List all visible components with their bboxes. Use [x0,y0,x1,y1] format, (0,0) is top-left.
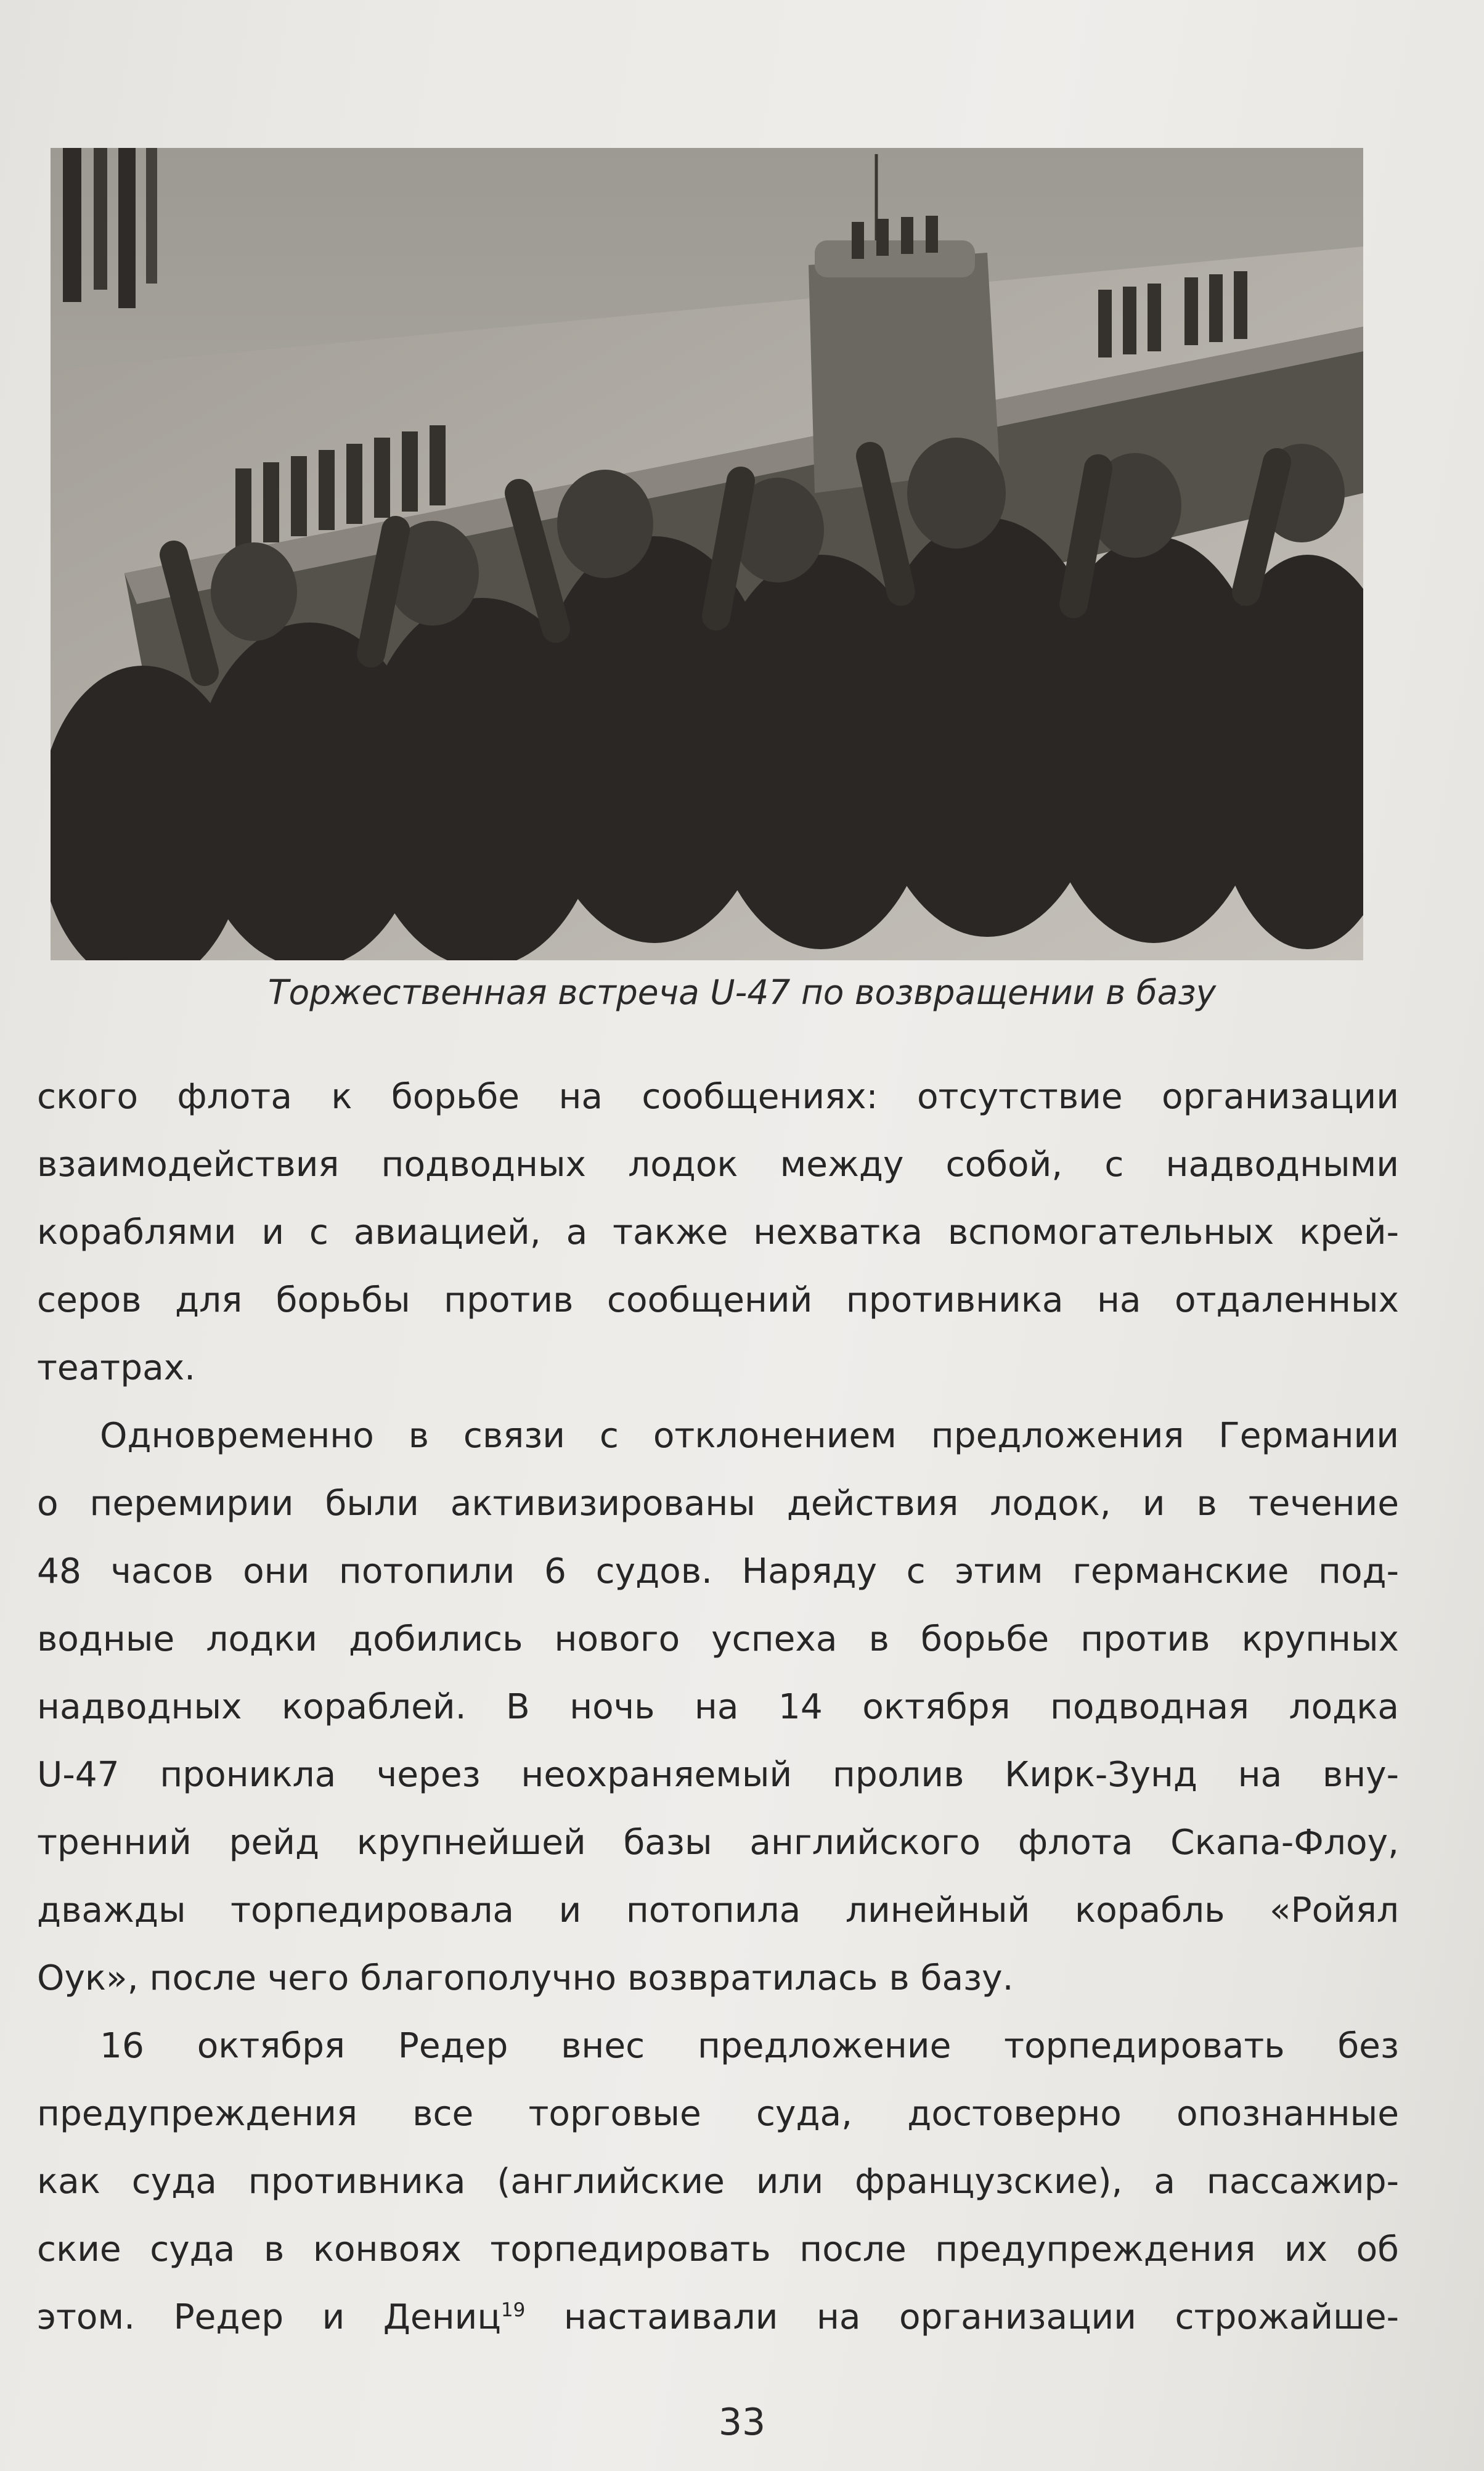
text-line: ского флота к борьбе на сообщениях: отсутствие организации [37,1077,1399,1117]
text-line: надводных кораблей. В ночь на 14 октября подводная лодка [37,1687,1399,1727]
text-line: взаимодействия подводных лодок между собой, с надводными [37,1145,1399,1185]
text-line [37,2284,1399,2351]
page-number: 33 [718,2401,766,2444]
text-line: о перемирии были активизированы действия лодок, и в течение [37,1484,1399,1524]
text-line: тренний рейд крупнейшей базы английского флота Скапа-Флоу, [37,1823,1399,1863]
text-segment: этом. Редер и Дениц [37,2297,501,2337]
text-line: водные лодки добились нового успеха в борьбе против крупных [37,1619,1399,1659]
paragraph [37,2012,1399,2351]
paragraph [37,1063,1399,1402]
body-text [37,1063,1399,2351]
text-line: Оук», после чего благополучно возвратилась в базу. [37,1958,1014,1998]
text-line: 48 часов они потопили 6 судов. Наряду с этим германские под- [37,1551,1399,1591]
text-line: предупреждения все торговые суда, достоверно опознанные [37,2094,1399,2134]
submarine-crowd-photo [51,148,1363,960]
text-line: дважды торпедировала и потопила линейный корабль «Ройял [37,1890,1399,1930]
text-line: кораблями и с авиацией, а также нехватка вспомогательных крей- [37,1212,1399,1252]
footnote-ref: 19 [500,2299,526,2322]
text-line: серов для борьбы против сообщений противника на отдаленных [37,1280,1399,1320]
text-line: U-47 проникла через неохраняемый пролив Кирк-Зунд на вну- [37,1755,1399,1795]
paragraph [37,1402,1399,2012]
text-segment: настаивали на организации строжайше- [563,2297,1399,2337]
text-line: 16 октября Редер внес предложение торпедировать без [100,2026,1399,2066]
text-line: театрах. [37,1348,196,1388]
photo-caption: Торжественная встреча U-47 по возвращении в базу [267,973,1217,1012]
text-line: Одновременно в связи с отклонением предложения Германии [100,1416,1399,1456]
text-line: ские суда в конвоях торпедировать после предупреждения их об [37,2229,1399,2269]
text-line: как суда противника (английские или французские), а пассажир- [37,2162,1399,2202]
